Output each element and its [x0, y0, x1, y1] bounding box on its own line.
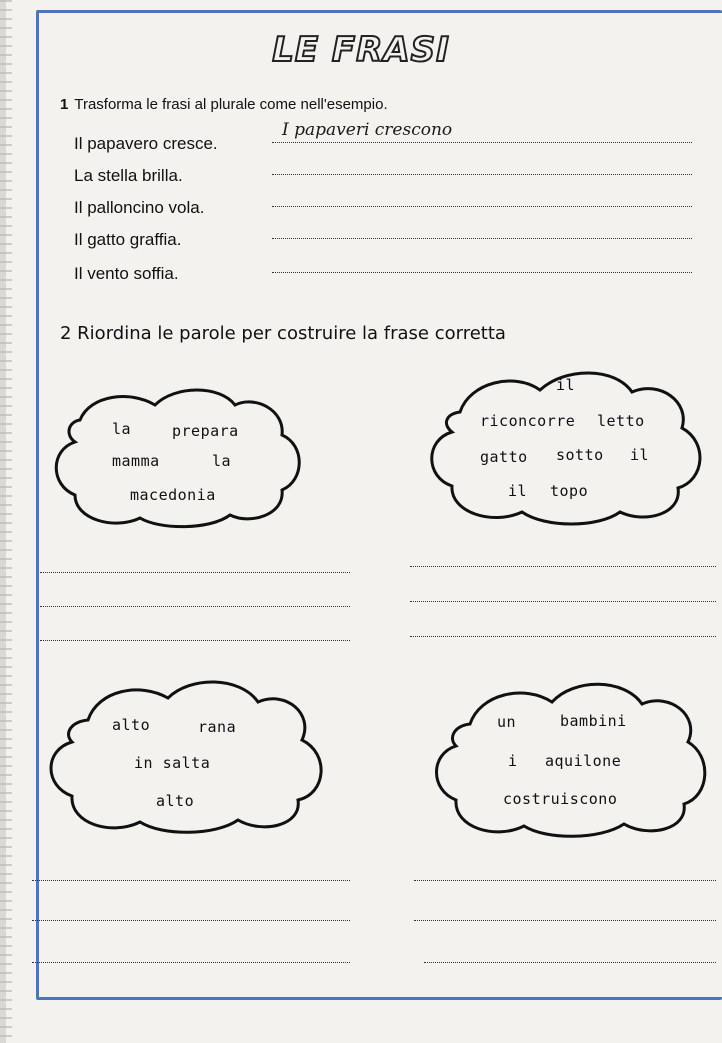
answer-line-cloud4-1[interactable] [414, 880, 716, 881]
exercise2-heading: 2 Riordina le parole per costruire la frase corretta [60, 323, 506, 344]
answer-line-cloud3-1[interactable] [32, 880, 350, 881]
answer-line-cloud4-3[interactable] [424, 962, 716, 963]
cloud2-word-6: il [630, 446, 650, 464]
example-answer: I papaveri crescono [282, 120, 453, 140]
cloud2-word-3: letto [597, 412, 645, 430]
answer-line-cloud4-2[interactable] [414, 920, 716, 921]
cloud2-word-4: gatto [480, 448, 528, 466]
cloud3-word-3: in salta [134, 754, 211, 772]
cloud4-word-2: bambini [560, 712, 627, 730]
answer-line-cloud1-3[interactable] [40, 640, 350, 641]
cloud2-word-5: sotto [556, 446, 604, 464]
cloud3-word-2: rana [198, 718, 237, 736]
answer-line-cloud2-1[interactable] [410, 566, 716, 567]
sentence-2: La stella brilla. [74, 166, 183, 185]
cloud4-word-3: i [508, 752, 518, 770]
sentence-1: Il papavero cresce. [74, 134, 218, 153]
cloud1-word-3: mamma [112, 452, 160, 470]
notebook-margin [0, 0, 12, 1043]
answer-line-cloud2-3[interactable] [410, 636, 716, 637]
sentence-4: Il gatto graffia. [74, 230, 182, 249]
page-title: LE FRASI [272, 30, 450, 70]
answer-line-cloud1-2[interactable] [40, 606, 350, 607]
cloud-3 [40, 668, 330, 838]
exercise1-number: 1 [60, 96, 69, 113]
answer-line-4[interactable] [272, 238, 692, 239]
cloud1-word-1: la [112, 420, 132, 438]
cloud4-word-1: un [497, 713, 517, 731]
answer-line-cloud1-1[interactable] [40, 572, 350, 573]
answer-line-1[interactable] [272, 142, 692, 143]
cloud1-word-4: la [212, 452, 232, 470]
cloud-1 [50, 380, 310, 530]
sentence-5: Il vento soffia. [74, 264, 179, 283]
cloud1-word-5: macedonia [130, 486, 216, 504]
exercise1-instruction-text: Trasforma le frasi al plurale come nell'esempio. [74, 96, 388, 113]
answer-line-5[interactable] [272, 272, 692, 273]
cloud3-word-4: alto [156, 792, 195, 810]
answer-line-cloud3-2[interactable] [32, 920, 350, 921]
cloud2-word-8: topo [550, 482, 589, 500]
cloud2-word-7: il [508, 482, 528, 500]
answer-line-3[interactable] [272, 206, 692, 207]
cloud2-word-2: riconcorre [480, 412, 576, 430]
answer-line-2[interactable] [272, 174, 692, 175]
cloud4-word-4: aquilone [545, 752, 622, 770]
answer-line-cloud2-2[interactable] [410, 601, 716, 602]
exercise1-instruction [60, 96, 388, 113]
cloud3-word-1: alto [112, 716, 151, 734]
cloud2-word-1: il [556, 376, 576, 394]
answer-line-cloud3-3[interactable] [32, 962, 350, 963]
cloud1-word-2: prepara [172, 422, 239, 440]
cloud4-word-5: costruiscono [503, 790, 618, 808]
sentence-3: Il palloncino vola. [74, 198, 205, 217]
